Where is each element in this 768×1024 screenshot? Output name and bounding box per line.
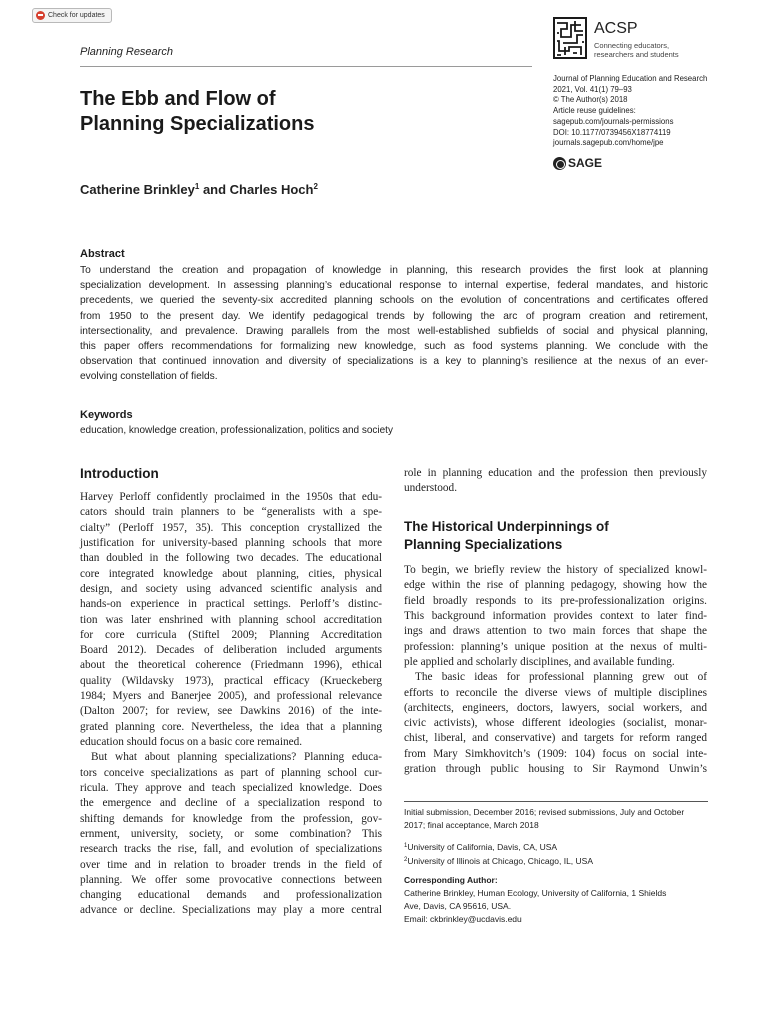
permissions-link[interactable]: sagepub.com/journals-permissions	[553, 116, 674, 126]
body-line: shifting demands for knowledge from the profession, gov-	[80, 812, 382, 825]
tagline-line: Connecting educators,	[594, 41, 670, 50]
reuse-label: Article reuse guidelines:	[553, 106, 636, 116]
abstract-line: this paper offers recommendations for formalizing new knowledge, such as food systems planning. We conclude with the	[80, 341, 708, 353]
body-line: over time and in relation to broader trends in the field of	[80, 858, 382, 871]
body-line: justification for university-based planning schools that more	[80, 536, 382, 549]
journal-name: Journal of Planning Education and Research	[553, 74, 708, 83]
body-column-right	[404, 563, 707, 777]
keywords-heading: Keywords	[80, 409, 133, 421]
affiliation-marker: 2	[404, 857, 408, 863]
body-line: efforts to reconcile the diverse views of multiple disciplines	[404, 686, 707, 699]
introduction-heading: Introduction	[80, 466, 159, 481]
affiliation-marker: 2	[313, 182, 318, 191]
body-line: chist, liberal, and conservative) and targets for reform ranged	[404, 732, 707, 745]
body-line: from Mary Simkhovitch’s (1909: 104) focus on social inte-	[404, 747, 707, 760]
abstract-line: To understand the creation and propagation of knowledge in planning, this research provides the first look at planning	[80, 265, 708, 276]
header-rule	[80, 66, 532, 67]
keywords-text: education, knowledge creation, professionalization, politics and society	[80, 425, 393, 436]
affiliation-marker: 1	[194, 182, 200, 191]
acsp-logo-name: ACSP	[594, 20, 638, 37]
affiliation-text: University of Illinois at Chicago, Chicago, IL, USA	[407, 856, 594, 866]
body-line: tion was later enshrined with planning school accreditation	[80, 613, 382, 626]
body-line: grated planning core. Nevertheless, the idea that a planning	[80, 720, 382, 733]
body-line: ricula. They approve and teach specialized knowledge. Does	[80, 781, 382, 794]
body-line: field broadly responds to its pre-professionalization origins.	[404, 594, 707, 607]
tagline-line: researchers and students	[594, 50, 679, 59]
body-line: core integrated knowledge about planning, cities, physical	[80, 567, 382, 580]
body-line: profession: planning’s unique position at the nexus of multi-	[404, 640, 707, 653]
body-line: 1984; Myers and Banerjee 2005), and professional relevance	[80, 690, 382, 703]
section-label: Planning Research	[80, 46, 173, 58]
body-line: design, and society using advanced scientific analysis and	[80, 582, 382, 595]
historical-underpinnings-heading	[404, 518, 707, 554]
footnote-rule	[404, 801, 708, 802]
body-line: ernment, university, society, or some combination? This	[80, 827, 382, 840]
body-line: ings and draws attention to two main forces that shape the	[404, 625, 707, 638]
journal-info	[553, 74, 707, 149]
journal-home-link[interactable]: journals.sagepub.com/home/jpe	[553, 138, 664, 148]
title-line: The Ebb and Flow of	[80, 88, 276, 110]
body-line: The basic ideas for professional planning grew out of	[415, 671, 707, 684]
abstract-line: intersectionality, and prevalence. Drawing parallels from the most well-established subfields of social and physical planning,	[80, 325, 708, 337]
body-line: role in planning education and the profession then previously	[404, 467, 707, 479]
body-line: tors conceive specializations as part of planning school cur-	[80, 766, 382, 779]
body-line: understood.	[404, 482, 458, 495]
body-line: civic activists), whose different ideologies (socialist, monar-	[404, 717, 707, 730]
submission-line: Initial submission, December 2016; revised submissions, July and October	[404, 807, 685, 817]
body-line: changing educational demands and professionalization	[80, 889, 382, 902]
submission-line: 2017; final acceptance, March 2018	[404, 820, 539, 830]
body-line: This background information provides context to later find-	[404, 609, 707, 622]
heading-line: Planning Specializations	[404, 537, 563, 552]
corresponding-line: Catherine Brinkley, Human Ecology, University of California, 1 Shields	[404, 888, 667, 898]
affiliation	[404, 854, 593, 868]
article-title	[80, 87, 520, 137]
abstract-text	[80, 263, 708, 385]
abstract-line: evolving constellation of fields.	[80, 371, 218, 383]
body-line: But what about planning specializations? Planning educa-	[91, 751, 382, 764]
submission-note	[404, 806, 684, 832]
corresponding-line: Ave, Davis, CA 95616, USA.	[404, 901, 512, 911]
corresponding-email-link[interactable]: Email: ckbrinkley@ucdavis.edu	[404, 914, 522, 924]
doi-link[interactable]: DOI: 10.1177/0739456X18774119	[553, 127, 671, 137]
copyright-line: © The Author(s) 2018	[553, 95, 628, 105]
body-line: gration through public housing to Sir Raymond Unwin’s	[404, 763, 707, 776]
update-icon	[36, 11, 45, 20]
affiliation-text: University of California, Davis, CA, USA	[407, 842, 558, 852]
heading-line: The Historical Underpinnings of	[404, 519, 609, 534]
abstract-heading: Abstract	[80, 248, 125, 260]
corresponding-heading: Corresponding Author:	[404, 875, 498, 885]
body-line: To begin, we briefly review the history of specialized knowl-	[404, 564, 707, 576]
check-for-updates-button[interactable]	[32, 8, 112, 23]
body-line: hands-on experience in practical settings. Perloff’s distinc-	[80, 598, 382, 611]
body-line: cialty” (Perloff 1957, 35). This conception crystallized the	[80, 521, 382, 534]
author-list	[80, 182, 318, 197]
body-line: research tracks the rise, fall, and evolution of specializations	[80, 843, 382, 856]
abstract-line: precedents, we queried the seventy-six accredited planning schools on the evolution of concentrations and certificates offered	[80, 295, 708, 307]
body-line: Harvey Perloff confidently proclaimed in the 1950s that edu-	[80, 491, 382, 503]
sage-mark-icon	[553, 157, 566, 170]
body-line: about the theoretical coherence (Friedmann 1996), ethical	[80, 659, 382, 672]
body-line: planning. We offer some provocative connections between	[80, 873, 382, 886]
sage-logo-text: SAGE	[568, 156, 603, 170]
acsp-logo-icon	[553, 17, 587, 59]
body-column-left	[80, 490, 382, 919]
body-line: (Dalton 2007; for review, see Dawkins 2016) of the inte-	[80, 705, 382, 718]
body-line: than doubled in the following two decades. The educational	[80, 552, 382, 565]
author-name: Catherine Brinkley	[80, 182, 195, 197]
affiliations	[404, 840, 593, 868]
corresponding-author	[404, 874, 666, 926]
body-line: quality (Wildavsky 1973), practical efficacy (Krueckeberg	[80, 674, 382, 687]
journal-volume: 2021, Vol. 41(1) 79–93	[553, 84, 632, 94]
body-line: for core curricula (Stiftel 2009; Planning Accreditation	[80, 628, 382, 641]
affiliation	[404, 840, 593, 854]
affiliation-marker: 1	[404, 843, 408, 849]
abstract-line: from 1950 to the present day. We identify pedagogical trends by following the arc of program creation and retirement,	[80, 310, 708, 322]
check-for-updates-label: Check for updates	[48, 12, 105, 19]
body-line: the emergence and decline of a specialization respond to	[80, 797, 382, 810]
body-line: advance or decline. Specializations may play a more central	[80, 904, 382, 917]
abstract-line: observation that continued innovation and diversity of specializations is a key to planning’s resilience at the nexus of an ever-	[80, 356, 708, 368]
acsp-logo-tagline	[594, 41, 679, 59]
body-column-right-top	[404, 466, 707, 497]
author-name: Charles Hoch	[229, 182, 314, 197]
body-line: edge within the rise of planning pedagogy, showing how the	[404, 579, 707, 592]
body-line: ple applied and scholarly disciplines, and available funding.	[404, 655, 675, 668]
body-line: Board 2012). Decades of deliberation included arguments	[80, 644, 382, 657]
sage-logo	[553, 156, 602, 170]
body-line: cators should train planners to be “generalists with a spe-	[80, 506, 382, 519]
abstract-line: specialization development. In assessing planning’s educational response to internal expertise, federal mandates, and historic	[80, 280, 708, 292]
title-line: Planning Specializations	[80, 113, 315, 135]
author-conjunction: and	[199, 182, 230, 197]
body-line: education should focus on a basic core remained.	[80, 736, 303, 748]
body-line: (architects, engineers, doctors, lawyers, social workers, and	[404, 701, 707, 714]
